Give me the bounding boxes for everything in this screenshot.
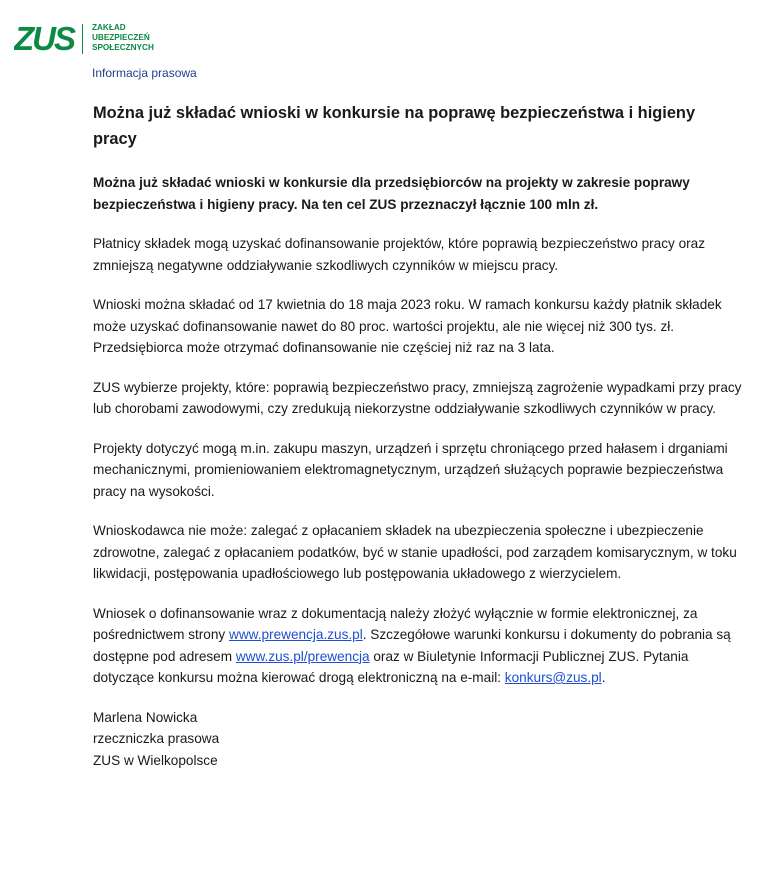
zus-logo-text: ZUS (14, 20, 74, 56)
signature-role: rzeczniczka prasowa (93, 731, 220, 746)
logo-divider (82, 24, 83, 54)
article (93, 100, 743, 771)
paragraph: ZUS wybierze projekty, które: poprawią bezpieczeństwo pracy, zmniejszą zagrożenie wypadkami przy pracy lub chorobami zawodowymi, czy zredukują niekorzystne oddziaływanie szkodliwych czynników w pracy. (93, 379, 742, 416)
org-name (92, 23, 154, 53)
paragraph-text: Wniosek o dofinansowanie wraz z dokumentacją należy złożyć wyłącznie w formie elektronicznej, za pośrednictwem strony (93, 605, 698, 642)
article-lead: Można już składać wnioski w konkursie dla przedsiębiorców na projekty w zakresie poprawy bezpieczeństwa i higieny pracy. Na ten cel ZUS przeznaczył łącznie 100 mln zł. (93, 175, 690, 212)
submission-paragraph (93, 603, 743, 689)
paragraph: Projekty dotyczyć mogą m.in. zakupu maszyn, urządzeń i sprzętu chroniącego przed hałasem i drganiami mechanicznymi, promieniowaniem elektromagnetycznym, urządzeń służących poprawie bezpieczeństwa pracy na wysokości. (93, 440, 728, 499)
org-name-line: SPOŁECZNYCH (92, 43, 154, 52)
paragraph: Wnioskodawca nie może: zalegać z opłacaniem składek na ubezpieczenia społeczne i ubezpieczenie zdrowotne, zalegać z opłacaniem podatków, być w stanie upadłości, pod zarządem komisarycznym, w toku likwidacji, postępowania upadłościowego lub postępowania układowego z wierzycielem. (93, 523, 737, 581)
signature-unit: ZUS w Wielkopolsce (93, 752, 218, 768)
org-name-line: UBEZPIECZEŃ (92, 33, 150, 42)
signature (93, 707, 743, 772)
zus-prewencja-link[interactable]: www.zus.pl/prewencja (235, 648, 370, 664)
paragraph-text: . (601, 670, 606, 685)
signature-name: Marlena Nowicka (93, 709, 198, 725)
header (14, 20, 754, 80)
paragraph-text: oraz w Biuletynie Informacji Publicznej ZUS. Pytania dotyczące konkursu można kierować drogą elektroniczną na e-mail: (93, 648, 689, 685)
paragraph: Wnioski można składać od 17 kwietnia do 18 maja 2023 roku. W ramach konkursu każdy płatnik składek może uzyskać dofinansowanie nawet do 80 proc. wartości projektu, ale nie więcej niż 300 tys. zł. Przedsiębiorca może otrzymać dofinansowanie nie częściej niż raz na 3 lata. (93, 297, 722, 355)
email-link[interactable]: konkurs@zus.pl (504, 670, 602, 685)
zus-logo (14, 20, 78, 56)
article-title: Można już składać wnioski w konkursie na poprawę bezpieczeństwa i higieny pracy (93, 104, 696, 148)
paragraph-text: . Szczegółowe warunki konkursu i dokumenty do pobrania są dostępne pod adresem (93, 627, 731, 664)
org-name-line: ZAKŁAD (92, 23, 126, 32)
paragraph: Płatnicy składek mogą uzyskać dofinansowanie projektów, które poprawią bezpieczeństwo pracy oraz zmniejszą negatywne oddziaływanie szkodliwych czynników w miejscu pracy. (93, 236, 706, 273)
prewencja-link[interactable]: www.prewencja.zus.pl (229, 627, 363, 642)
document-type: Informacja prasowa (92, 66, 197, 80)
